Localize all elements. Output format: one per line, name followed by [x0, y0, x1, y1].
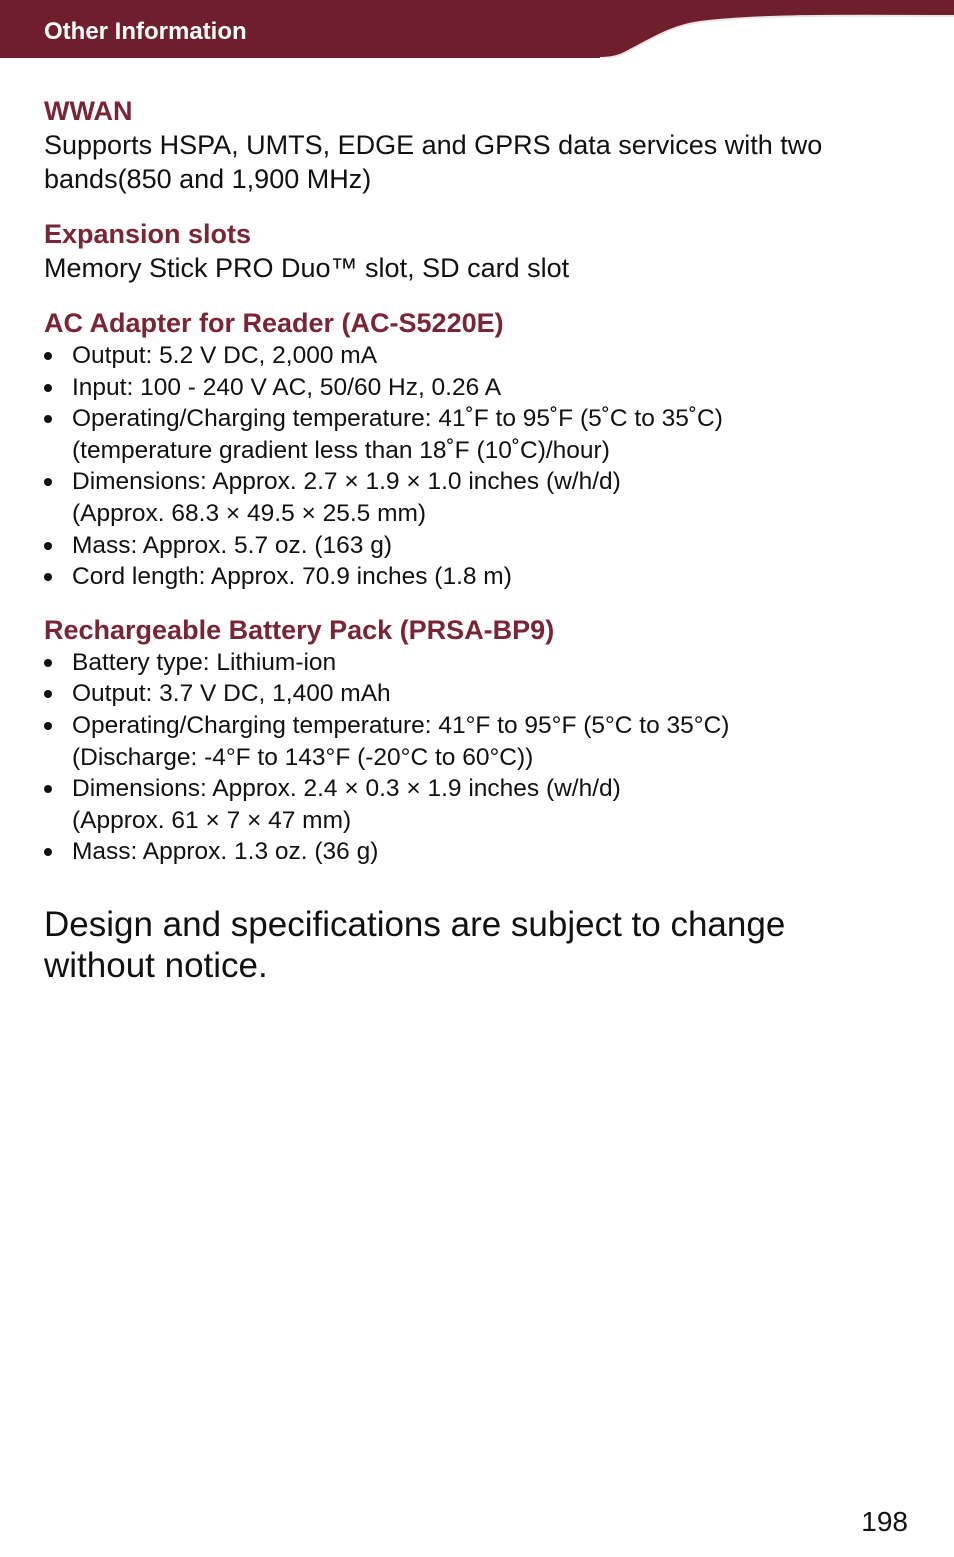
- bullet-text: (Approx. 68.3 × 49.5 × 25.5 mm): [72, 499, 427, 527]
- section-text: [44, 251, 904, 285]
- bullet-icon: [44, 659, 52, 667]
- list-item: [44, 561, 904, 593]
- bullet-icon: [44, 722, 52, 730]
- bullet-icon: [44, 848, 52, 856]
- text-line: Supports HSPA, UMTS, EDGE and GPRS data services with two: [44, 130, 823, 160]
- section-wwan: [44, 94, 904, 196]
- text-line: bands(850 and 1,900 MHz): [44, 164, 372, 194]
- list-item: [44, 678, 904, 710]
- section-battery-pack: [44, 613, 904, 868]
- page-header: [0, 0, 954, 58]
- page-number: 198: [861, 1506, 908, 1537]
- notice-line: without notice.: [44, 945, 268, 985]
- text-line: Memory Stick PRO Duo™ slot, SD card slot: [44, 253, 570, 283]
- bullet-icon: [44, 690, 52, 698]
- bullet-icon: [44, 573, 52, 581]
- list-item: [44, 372, 904, 404]
- bullet-text: (Approx. 61 × 7 × 47 mm): [72, 806, 352, 834]
- bullet-list: [44, 647, 904, 868]
- bullet-icon: [44, 415, 52, 423]
- list-item: [44, 710, 904, 773]
- bullet-text: Output: 5.2 V DC, 2,000 mA: [72, 342, 378, 369]
- bullet-icon: [44, 542, 52, 550]
- list-item: [44, 340, 904, 372]
- bullet-text: Battery type: Lithium-ion: [72, 648, 337, 676]
- list-item: [44, 836, 904, 868]
- bullet-text: Dimensions: Approx. 2.4 × 0.3 × 1.9 inches (w/h/d): [72, 775, 621, 803]
- bullet-icon: [44, 384, 52, 392]
- spec-content: [44, 94, 904, 986]
- bullet-text: (temperature gradient less than 18˚F (10˚C)/hour): [72, 436, 610, 464]
- bullet-icon: [44, 352, 52, 360]
- bullet-icon: [44, 478, 52, 486]
- list-item: [44, 403, 904, 466]
- bullet-text: Cord length: Approx. 70.9 inches (1.8 m): [72, 563, 512, 591]
- bullet-list: [44, 340, 904, 593]
- list-item: [44, 466, 904, 529]
- bullet-text: Output: 3.7 V DC, 1,400 mAh: [72, 680, 391, 708]
- bullet-text: Mass: Approx. 5.7 oz. (163 g): [72, 531, 393, 559]
- notice-line: Design and specifications are subject to change: [44, 904, 786, 944]
- bullet-text: Operating/Charging temperature: 41°F to 95°F (5°C to 35°C): [72, 711, 730, 739]
- notice-text: [44, 904, 844, 986]
- bullet-text: (Discharge: -4°F to 143°F (-20°C to 60°C)): [72, 743, 534, 771]
- section-expansion-slots: [44, 217, 904, 285]
- section-text: [44, 128, 904, 196]
- section-heading: WWAN: [44, 96, 133, 126]
- section-heading: Expansion slots: [44, 219, 252, 249]
- section-heading: AC Adapter for Reader (AC-S5220E): [44, 308, 504, 338]
- bullet-icon: [44, 785, 52, 793]
- bullet-text: Input: 100 - 240 V AC, 50/60 Hz, 0.26 A: [72, 373, 502, 401]
- header-title: Other Information: [44, 18, 247, 45]
- section-heading: Rechargeable Battery Pack (PRSA-BP9): [44, 614, 555, 645]
- list-item: [44, 530, 904, 562]
- list-item: [44, 773, 904, 836]
- bullet-text: Mass: Approx. 1.3 oz. (36 g): [72, 838, 379, 866]
- list-item: [44, 647, 904, 679]
- bullet-text: Operating/Charging temperature: 41˚F to 95˚F (5˚C to 35˚C): [72, 405, 723, 433]
- bullet-text: Dimensions: Approx. 2.7 × 1.9 × 1.0 inches (w/h/d): [72, 468, 621, 496]
- section-ac-adapter: [44, 306, 904, 593]
